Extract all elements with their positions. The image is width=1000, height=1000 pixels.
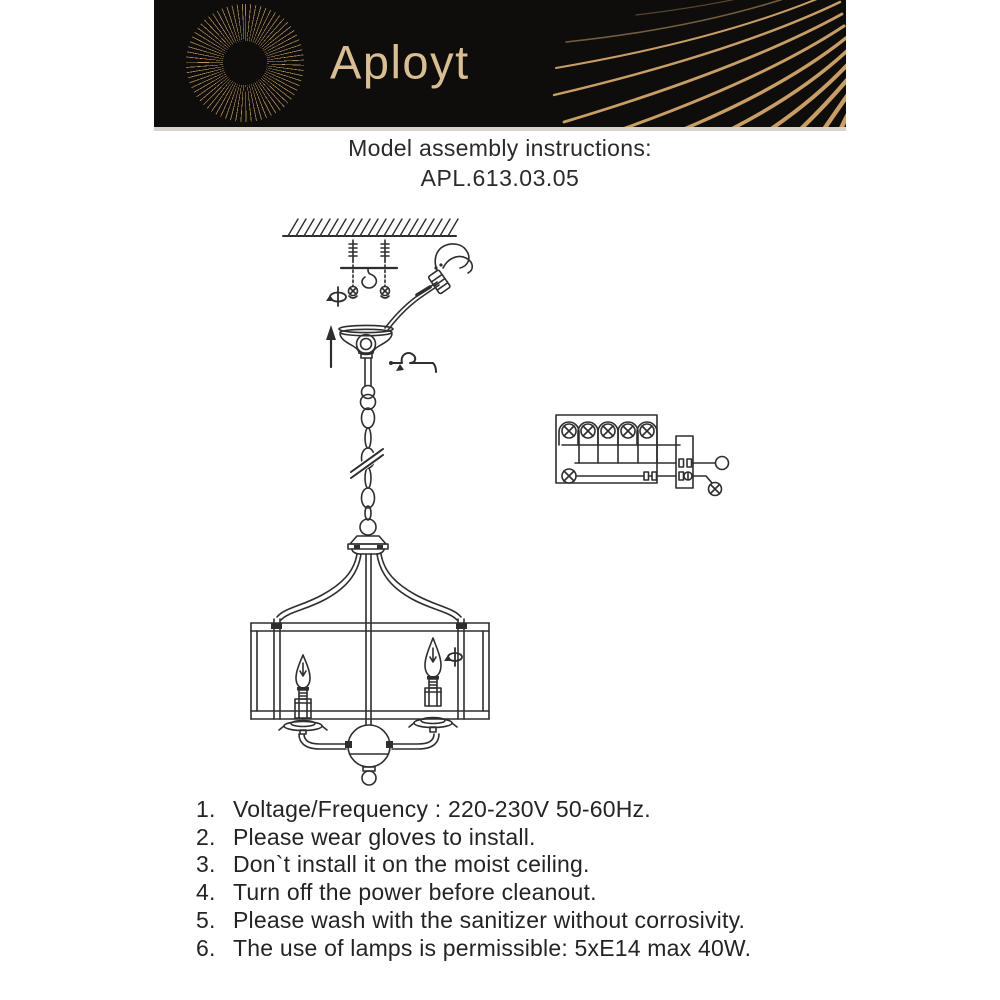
instruction-item xyxy=(196,796,751,824)
instruction-item xyxy=(196,879,751,907)
wiring-lamps xyxy=(562,424,654,438)
item-number: 5. xyxy=(196,906,216,933)
header-banner xyxy=(154,0,846,127)
candle-lamp-left xyxy=(279,655,327,734)
s-hook xyxy=(362,268,376,288)
item-text: Voltage/Frequency : 220-230V 50-60Hz. xyxy=(233,796,651,822)
title-block xyxy=(0,135,1000,192)
sphere-arm-right xyxy=(392,734,439,749)
sphere-arm-left xyxy=(299,734,346,749)
wiring-diagram xyxy=(556,415,729,496)
instructions-list xyxy=(196,796,751,962)
item-number: 6. xyxy=(196,934,216,961)
rotate-screw-icon xyxy=(326,287,346,306)
instruction-item xyxy=(196,824,751,852)
wiring-aux-lamp xyxy=(562,469,676,483)
item-text: The use of lamps is permissible: 5xE14 max 40W. xyxy=(233,934,752,961)
frame-cap xyxy=(348,536,388,554)
chain-break-mark xyxy=(351,449,385,478)
frame-arm-left xyxy=(277,554,361,620)
canopy xyxy=(339,325,393,409)
finial xyxy=(362,767,376,785)
hook-clip-icon xyxy=(389,353,436,372)
candle-lamp-right xyxy=(409,638,457,732)
page-title: Model assembly instructions: xyxy=(348,135,652,161)
model-number: APL.613.03.05 xyxy=(420,165,580,191)
item-text: Please wash with the sanitizer without corrosivity. xyxy=(233,906,746,933)
ceiling-hatch xyxy=(283,219,458,236)
instruction-item xyxy=(196,851,751,879)
banner-shadow xyxy=(154,127,846,131)
frame-arm-right xyxy=(377,554,461,620)
drum-band xyxy=(251,619,489,719)
terminal-block xyxy=(676,436,693,488)
item-number: 2. xyxy=(196,823,216,850)
canopy-ring xyxy=(357,335,376,354)
sunburst-rays-icon xyxy=(546,0,846,127)
center-sphere xyxy=(345,725,393,767)
item-number: 4. xyxy=(196,879,216,906)
starburst-icon xyxy=(186,4,304,122)
item-text: Turn off the power before cleanout. xyxy=(233,879,597,906)
item-text: Please wear gloves to install. xyxy=(233,823,536,850)
item-number: 1. xyxy=(196,796,216,822)
emphasis-slash xyxy=(417,287,430,295)
instruction-item xyxy=(196,935,751,963)
brand-name: Aployt xyxy=(330,34,470,88)
item-number: 3. xyxy=(196,851,216,878)
center-rod xyxy=(366,554,371,725)
up-arrow-icon xyxy=(326,325,336,367)
wiring-external-lamp xyxy=(693,476,722,496)
item-text: Don`t install it on the moist ceiling. xyxy=(233,851,590,878)
assembly-diagram xyxy=(150,205,850,805)
instruction-item xyxy=(196,907,751,935)
rotate-bulb-icon xyxy=(444,648,462,666)
wiring-switch-circle xyxy=(692,457,729,470)
